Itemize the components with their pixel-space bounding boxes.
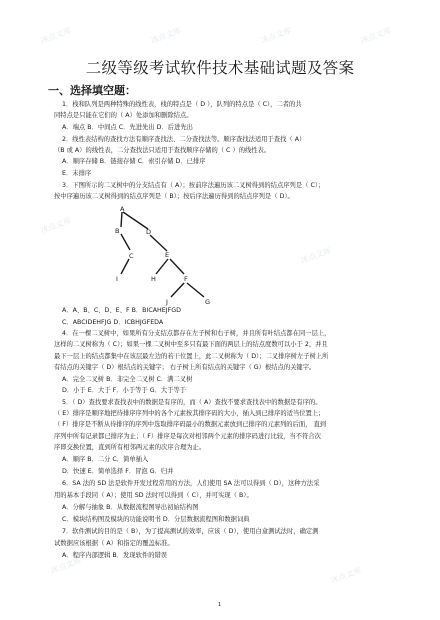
- watermark: 冰点文库: [259, 25, 293, 46]
- text-line: 4．在一棵二叉树中，如果所有分支结点都存在左子树和右子树，并且所有叶结点都在同一层上，: [62, 330, 331, 337]
- watermark: 冰点文库: [359, 25, 393, 46]
- watermark: 冰点文库: [149, 25, 183, 46]
- tree-node: C: [129, 252, 134, 260]
- text-line: 这样的二叉树称为（ C）；如果一棵二叉树中至多只有最下面的两层上的结点度数可以小于 2，并且: [54, 341, 328, 348]
- section-heading: 一、选择填空题：: [48, 84, 136, 97]
- text-line: （B 或 A）的线性表，二分查找法只适用于查找顺序存储的（ C ）的线性表。: [54, 147, 271, 154]
- watermark: 冰点文库: [39, 215, 73, 236]
- tree-edge: [123, 212, 148, 229]
- watermark: 冰点文库: [49, 555, 83, 576]
- tree-node: E: [165, 251, 170, 259]
- text-line: 序列中所有记录都已排序为止；（ F）排序是每次对相邻两个元素的排序码进行比较，当不符合次: [54, 433, 321, 440]
- text-line: E．未排序: [62, 170, 92, 177]
- text-line: 最下一层上的结点都集中在该层最左边的若干位置上，此二叉树称为（ D）；二叉排序树左子树上所: [54, 353, 329, 360]
- text-line: （ E）排序是顺序地把待排序序列中的各个元素按其排序码的大小，插入到已排序的适当位置上；: [54, 410, 325, 417]
- text-line: 6．SA 法的 SD 法是软件开发过程常用的方法，人们使用 SA 法可以得到（ D），这种方法采: [62, 480, 320, 487]
- watermark: 冰点文库: [39, 25, 73, 46]
- text-line: A．顺序存储 B．链接存储 C．索引存储 D．已排序: [62, 158, 206, 165]
- tree-node: F: [184, 275, 188, 283]
- text-line: A．A、B、C、D、E、F B．BICAHEJFGD: [62, 307, 181, 314]
- text-line: 按中序遍历该二叉树得到的结点序列是（ B）；按后序法遍历得到的结点序列是（ D）。: [54, 193, 294, 200]
- text-line: 用的基本手段同（ A）；使用 SD 法时可以得到（ C），并可实现（ B）。: [54, 492, 253, 499]
- text-line: 2．线性表结构的查找方法有顺序查找法、二分查找法等。顺序查找法适用于查找（ A）: [62, 136, 306, 143]
- document-title: 二级等级考试软件技术基础试题及答案: [85, 59, 355, 77]
- text-line: A．顺序 B．二分 C．简单插入: [62, 456, 149, 463]
- tree-node: H: [151, 275, 156, 283]
- text-line: 有结点的关键字（ D）根结点的关键字； 右子树上所有结点的关键字（ G）根结点的关键字。: [54, 364, 316, 371]
- text-line: A．完全二叉树 B．非完全二叉树 C．满二叉树: [62, 376, 193, 383]
- tree-edge: [156, 259, 168, 274]
- tree-edge: [170, 259, 184, 274]
- text-line: 7．软件测试的目的是（ B），为了提高测试的效率，应该（ D），使用白盒测试法时，确定测: [62, 528, 319, 535]
- tree-node: I: [116, 275, 118, 283]
- text-line: C．模块结构图及模块的功能说明书 D．分层数据流程图和数据词典: [62, 516, 250, 523]
- text-line: 同特点是只能在它们的（ A）处添加和删除结点。: [54, 112, 193, 119]
- tree-node: B: [115, 227, 120, 235]
- text-line: （ F）排序是不断从待排序的序列中选取排序码最小的数据元素放到已排序的元素列的后面， 直到: [54, 421, 327, 428]
- text-line: 1．栈和队列是两种特殊的线性表，栈的特点是（ D ），队列的特点是（ C），二者的共: [62, 101, 302, 108]
- text-line: 3．下图所示的二叉树中的分支结点有（ A）；按前序法遍历该二叉树得到的结点序列是（ C）；: [62, 182, 325, 189]
- tree-node: J: [166, 298, 168, 306]
- tree-node: A: [120, 205, 125, 213]
- tree-edge: [171, 283, 184, 297]
- text-line: A．端点 B．中间点 C．先进先出 D．后进先出: [62, 124, 193, 131]
- tree-edge: [187, 283, 204, 297]
- tree-node: D: [146, 228, 152, 236]
- tree-node: G: [205, 298, 211, 306]
- text-line: A．分解与抽象 B．从数据流程图导出初始结构图: [62, 504, 199, 511]
- text-line: C．ABCIDEHFJG D．ICBHJGFEDA: [62, 319, 164, 326]
- watermark: 冰点文库: [299, 245, 333, 266]
- text-line: D．快速 E．简单选择 F．冒泡 G．归并: [62, 468, 174, 475]
- text-line: D．小于 E．大于 F．小于等于 G．大于等于: [62, 387, 187, 394]
- text-line: 序即交换位置，直到所有相邻两元素的次序合理为止。: [54, 444, 206, 451]
- tree-edge: [150, 235, 167, 251]
- tree-edge: [121, 259, 129, 274]
- page-number: 1: [218, 602, 222, 608]
- tree-edge: [121, 234, 130, 250]
- watermark: 冰点文库: [329, 565, 363, 586]
- text-line: 5．（ D）查找要求查找表中的数据是有序的，而（ A）查找不要求查找表中的数据是有序的。: [62, 399, 322, 406]
- tree-edge: [121, 212, 122, 227]
- text-line: 试数据应该根据（ A）和指定的覆盖标准。: [54, 540, 174, 547]
- text-line: A．程序内部逻辑 B．发现软件的错误: [62, 552, 168, 559]
